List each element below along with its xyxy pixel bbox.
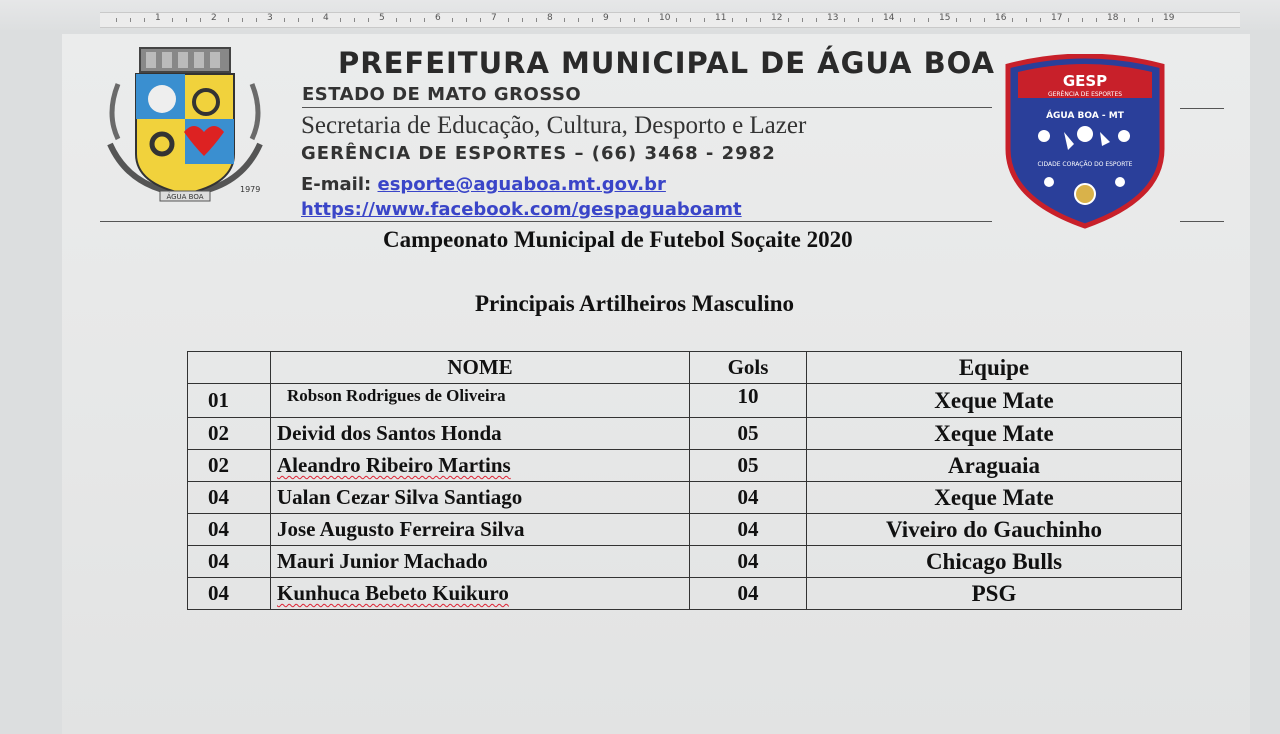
ruler-tick — [522, 18, 523, 22]
ruler-number: 7 — [491, 13, 497, 23]
ruler-tick — [1096, 18, 1097, 22]
ruler-tick — [354, 18, 355, 22]
table-row — [188, 546, 1182, 578]
ruler-tick — [424, 18, 425, 22]
secretaria-label: Secretaria de Educação, Cultura, Desporto e Lazer — [301, 112, 807, 139]
ruler-tick — [368, 18, 369, 22]
ruler-tick — [690, 18, 691, 22]
ruler-tick — [1152, 18, 1153, 22]
coat-year-label: 1979 — [240, 185, 261, 194]
ruler-tick — [900, 18, 901, 22]
ruler-tick — [676, 18, 677, 22]
ruler-tick — [1138, 18, 1139, 22]
ruler-tick — [242, 18, 243, 22]
row-pos: 04 — [188, 578, 271, 610]
ruler-tick — [634, 18, 635, 22]
prefeitura-title: PREFEITURA MUNICIPAL DE ÁGUA BOA — [338, 46, 996, 80]
ruler-tick — [340, 18, 341, 22]
row-name: Robson Rodrigues de Oliveira — [271, 384, 690, 418]
ruler-tick — [732, 18, 733, 22]
row-pos: 04 — [188, 546, 271, 578]
header-name: NOME — [271, 352, 690, 384]
table-row — [188, 514, 1182, 546]
row-pos: 01 — [188, 384, 271, 418]
gesp-city: ÁGUA BOA - MT — [1046, 111, 1124, 121]
ruler-tick — [620, 18, 621, 22]
ruler-tick — [970, 18, 971, 22]
municipal-coat-of-arms-icon — [100, 44, 270, 209]
header-divider-2 — [100, 221, 992, 222]
ruler-tick — [144, 18, 145, 22]
ruler-tick — [312, 18, 313, 22]
row-team: PSG — [807, 578, 1182, 610]
row-team: Xeque Mate — [807, 384, 1182, 418]
row-team: Araguaia — [807, 450, 1182, 482]
ruler-tick — [956, 18, 957, 22]
horizontal-ruler[interactable] — [0, 0, 1280, 30]
row-goals: 04 — [690, 482, 807, 514]
row-goals: 04 — [690, 514, 807, 546]
header-divider-right-2 — [1180, 221, 1224, 222]
row-goals: 05 — [690, 418, 807, 450]
ruler-tick — [704, 18, 705, 22]
header-pos — [188, 352, 271, 384]
ruler-tick — [298, 18, 299, 22]
ruler-tick — [858, 18, 859, 22]
ruler-tick — [116, 18, 117, 22]
table-row — [188, 384, 1182, 418]
ruler-tick — [172, 18, 173, 22]
ruler-tick — [1124, 18, 1125, 22]
gesp-subtitle: GERÊNCIA DE ESPORTES — [1047, 91, 1123, 98]
ruler-number: 12 — [771, 13, 783, 23]
row-name-text: Aleandro Ribeiro Martins — [277, 453, 511, 477]
ruler-tick — [578, 18, 579, 22]
ruler-tick — [410, 18, 411, 22]
ruler-tick — [564, 18, 565, 22]
row-name — [271, 578, 690, 610]
row-name: Jose Augusto Ferreira Silva — [271, 514, 690, 546]
ruler-tick — [466, 18, 467, 22]
facebook-link[interactable]: https://www.facebook.com/gespaguaboamt — [301, 199, 742, 220]
table-header-row — [188, 352, 1182, 384]
ruler-tick — [228, 18, 229, 22]
row-pos: 04 — [188, 514, 271, 546]
header-divider-1 — [302, 107, 992, 108]
ruler-tick — [396, 18, 397, 22]
ruler-number: 4 — [323, 13, 329, 23]
ruler-number: 2 — [211, 13, 217, 23]
top-scorers-subtitle: Principais Artilheiros Masculino — [475, 291, 795, 316]
row-team: Xeque Mate — [807, 482, 1182, 514]
ruler-tick — [872, 18, 873, 22]
row-pos: 02 — [188, 450, 271, 482]
email-label: E-mail: — [301, 174, 372, 195]
ruler-number: 15 — [939, 13, 951, 23]
ruler-tick — [984, 18, 985, 22]
top-scorers-table — [187, 351, 1182, 610]
row-goals: 05 — [690, 450, 807, 482]
ruler-tick — [788, 18, 789, 22]
row-name — [271, 450, 690, 482]
ruler-tick — [130, 18, 131, 22]
table-row — [188, 418, 1182, 450]
header-divider-right-1 — [1180, 108, 1224, 109]
email-row — [301, 174, 666, 195]
ruler-tick — [536, 18, 537, 22]
table-row — [188, 482, 1182, 514]
row-name: Mauri Junior Machado — [271, 546, 690, 578]
state-label: ESTADO DE MATO GROSSO — [302, 84, 582, 105]
row-name: Ualan Cezar Silva Santiago — [271, 482, 690, 514]
ruler-tick — [592, 18, 593, 22]
ruler-number: 13 — [827, 13, 839, 23]
ruler-number: 17 — [1051, 13, 1063, 23]
row-name: Deivid dos Santos Honda — [271, 418, 690, 450]
ruler-tick — [452, 18, 453, 22]
ruler-tick — [1068, 18, 1069, 22]
ruler-tick — [1012, 18, 1013, 22]
gesp-badge-icon — [1004, 54, 1166, 230]
row-pos: 02 — [188, 418, 271, 450]
ruler-number: 5 — [379, 13, 385, 23]
ruler-tick — [256, 18, 257, 22]
gesp-title: GESP — [1062, 72, 1108, 90]
championship-title: Campeonato Municipal de Futebol Soçaite 2020 — [383, 227, 853, 252]
row-pos: 04 — [188, 482, 271, 514]
ruler-number: 6 — [435, 13, 441, 23]
ruler-tick — [200, 18, 201, 22]
ruler-number: 11 — [715, 13, 727, 23]
row-goals: 04 — [690, 578, 807, 610]
ruler-number: 18 — [1107, 13, 1119, 23]
ruler-tick — [746, 18, 747, 22]
ruler-tick — [1026, 18, 1027, 22]
table-row — [188, 450, 1182, 482]
row-name-text: Kunhuca Bebeto Kuikuro — [277, 581, 509, 605]
ruler-number: 19 — [1163, 13, 1175, 23]
row-team: Xeque Mate — [807, 418, 1182, 450]
ruler-number: 16 — [995, 13, 1007, 23]
row-team: Viveiro do Gauchinho — [807, 514, 1182, 546]
email-link[interactable]: esporte@aguaboa.mt.gov.br — [377, 174, 666, 195]
ruler-number: 8 — [547, 13, 553, 23]
gerencia-phone-label: GERÊNCIA DE ESPORTES – (66) 3468 - 2982 — [301, 143, 776, 164]
ruler-tick — [186, 18, 187, 22]
ruler-tick — [914, 18, 915, 22]
ruler-tick — [508, 18, 509, 22]
ruler-number: 3 — [267, 13, 273, 23]
ruler-tick — [928, 18, 929, 22]
ruler-tick — [1040, 18, 1041, 22]
header-goals: Gols — [690, 352, 807, 384]
table-row — [188, 578, 1182, 610]
ruler-number: 10 — [659, 13, 671, 23]
gesp-motto: CIDADE CORAÇÃO DO ESPORTE — [1037, 161, 1133, 168]
ruler-tick — [760, 18, 761, 22]
ruler-tick — [802, 18, 803, 22]
ruler-tick — [844, 18, 845, 22]
ruler-tick — [480, 18, 481, 22]
coat-city-label: ÁGUA BOA — [166, 193, 204, 201]
ruler-tick — [1082, 18, 1083, 22]
row-team: Chicago Bulls — [807, 546, 1182, 578]
ruler-tick — [284, 18, 285, 22]
row-goals: 10 — [690, 384, 807, 418]
ruler-tick — [648, 18, 649, 22]
ruler-number: 14 — [883, 13, 895, 23]
ruler-tick — [816, 18, 817, 22]
row-goals: 04 — [690, 546, 807, 578]
ruler-number: 1 — [155, 13, 161, 23]
ruler-number: 9 — [603, 13, 609, 23]
header-team: Equipe — [807, 352, 1182, 384]
